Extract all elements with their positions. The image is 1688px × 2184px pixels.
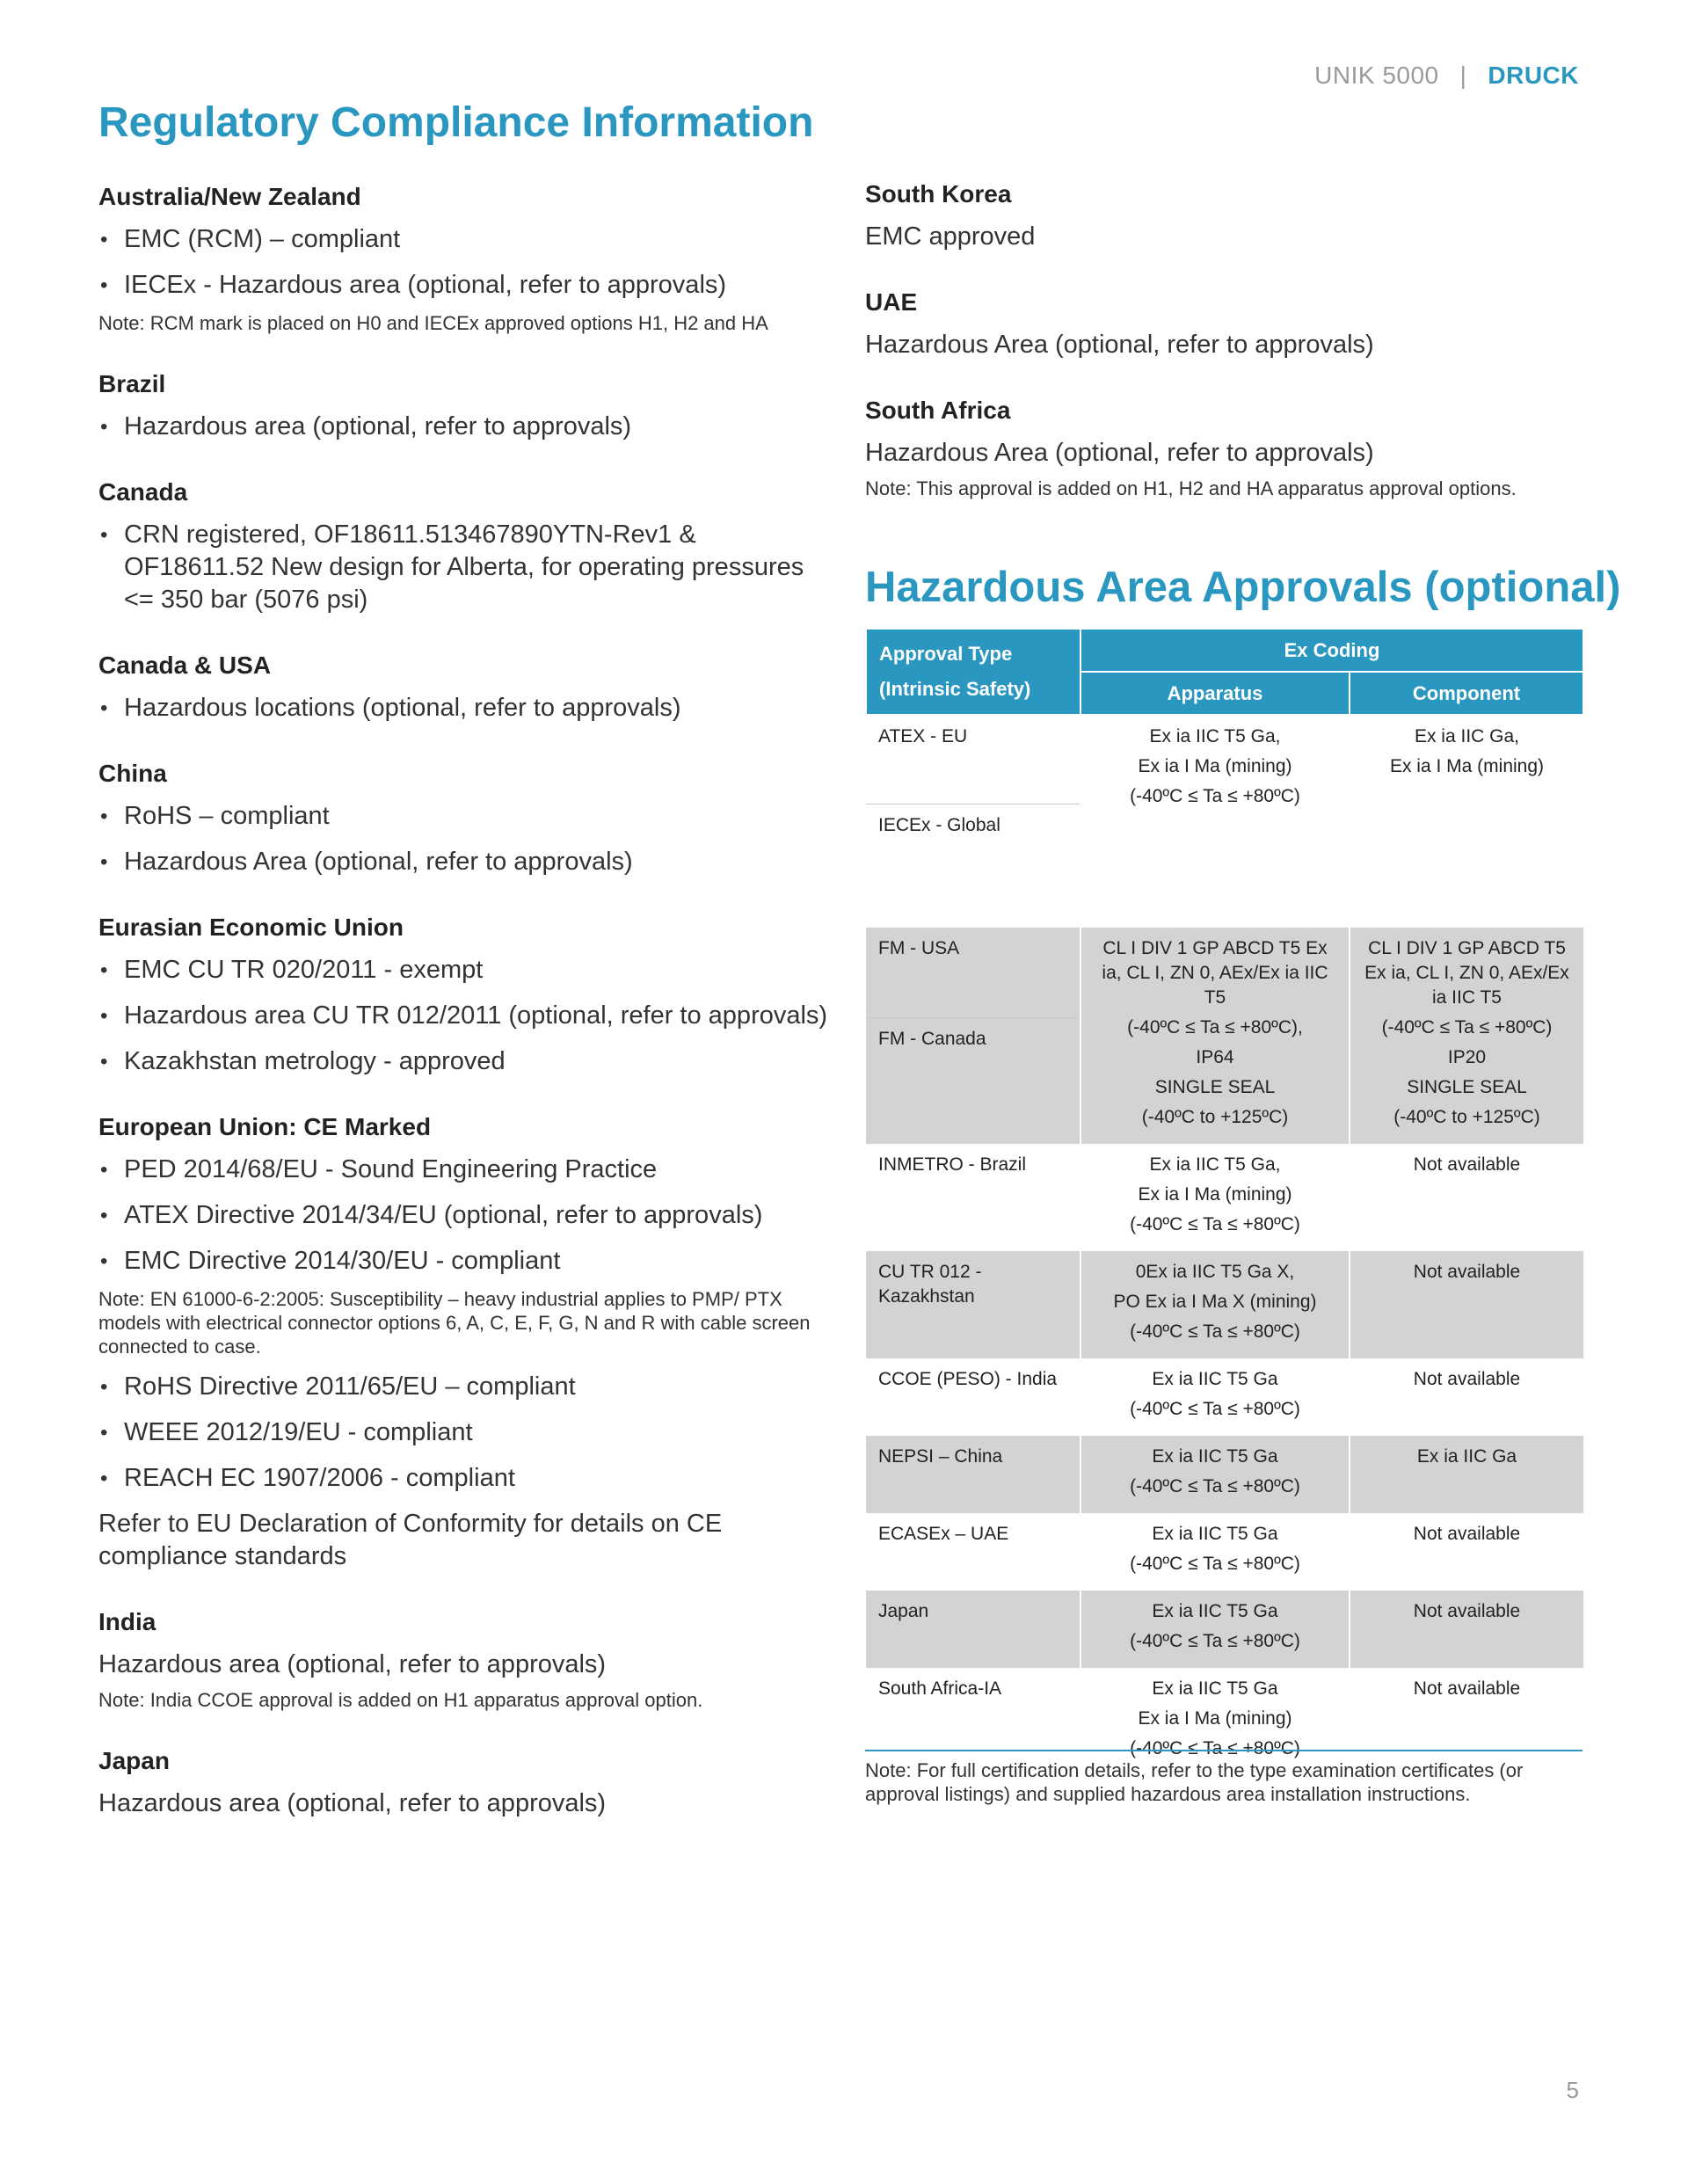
- approvals-table: [865, 628, 1584, 1775]
- apparatus-line: PO Ex ia I Ma X (mining): [1113, 1292, 1317, 1312]
- compliance-section: [98, 478, 828, 616]
- table-row: [866, 1251, 1583, 1358]
- approval-type-cell: CCOE (PESO) - India: [878, 1369, 1058, 1389]
- component-line: Not available: [1413, 1154, 1521, 1175]
- component-line: Not available: [1413, 1262, 1521, 1282]
- apparatus-cell: [1080, 1358, 1350, 1436]
- section-heading: India: [98, 1608, 156, 1635]
- bullet-item: • IECEx - Hazardous area (optional, refer to approvals): [98, 269, 828, 302]
- section-heading: Japan: [98, 1747, 170, 1774]
- approval-type-cell: Japan: [866, 1591, 1080, 1668]
- compliance-section: [98, 183, 828, 335]
- apparatus-cell: [1080, 1513, 1350, 1591]
- left-column: [98, 183, 828, 1855]
- component-line: Not available: [1413, 1678, 1521, 1699]
- approval-type-cell: CU TR 012 - Kazakhstan: [866, 1251, 1080, 1358]
- compliance-section: [865, 288, 1586, 361]
- apparatus-line: Ex ia IIC T5 Ga: [1152, 1369, 1278, 1389]
- component-line: SINGLE SEAL: [1407, 1077, 1527, 1097]
- page-header: [1314, 62, 1579, 90]
- bullet-item: • REACH EC 1907/2006 - compliant: [98, 1462, 828, 1495]
- header-apparatus: Apparatus: [1080, 672, 1350, 715]
- approval-type-cell: ATEX - EU: [866, 715, 1080, 804]
- section-heading: Brazil: [98, 370, 166, 397]
- table-note: Note: For full certification details, refer to the type examination certificates (or approval listings) and supplied hazardous area installation instructions.: [865, 1750, 1582, 1806]
- section-text: Hazardous Area (optional, refer to approvals): [865, 331, 1374, 359]
- page-title: Regulatory Compliance Information: [98, 99, 814, 146]
- component-line: Not available: [1413, 1524, 1521, 1544]
- section-text: Hazardous Area (optional, refer to approvals): [865, 439, 1374, 467]
- bullet-list: [98, 411, 828, 443]
- apparatus-line: (-40ºC ≤ Ta ≤ +80ºC),: [1127, 1017, 1303, 1037]
- component-cell: [1350, 1358, 1583, 1436]
- component-cell: [1350, 1251, 1583, 1358]
- section-note: Note: RCM mark is placed on H0 and IECEx approved options H1, H2 and HA: [98, 312, 768, 334]
- component-line: Ex ia IIC Ga,: [1414, 726, 1520, 746]
- apparatus-line: Ex ia IIC T5 Ga: [1152, 1524, 1278, 1544]
- bullet-list: [98, 800, 828, 878]
- table-row: [866, 715, 1583, 804]
- apparatus-line: Ex ia IIC T5 Ga: [1152, 1446, 1278, 1467]
- component-cell: [1350, 1591, 1583, 1668]
- table-row: [866, 928, 1583, 1018]
- apparatus-cell: [1080, 1144, 1350, 1251]
- section-text: Hazardous area (optional, refer to approvals): [98, 1650, 607, 1678]
- section-heading: UAE: [865, 288, 918, 316]
- section-heading: China: [98, 760, 167, 787]
- section-heading: Canada & USA: [98, 652, 272, 679]
- compliance-section: [98, 1113, 828, 1573]
- page-number: 5: [1566, 2077, 1579, 2103]
- apparatus-line: (-40ºC ≤ Ta ≤ +80ºC): [1130, 1631, 1300, 1651]
- bullet-list: [98, 223, 828, 302]
- header-ex-coding: Ex Coding: [1080, 629, 1583, 672]
- table-row: [866, 1144, 1583, 1251]
- bullet-item: • EMC Directive 2014/30/EU - compliant: [98, 1245, 828, 1278]
- component-cell: [1350, 1436, 1583, 1513]
- bullet-item: • Hazardous area CU TR 012/2011 (optional, refer to approvals): [98, 1000, 828, 1032]
- compliance-section: [98, 760, 828, 878]
- apparatus-line: 0Ex ia IIC T5 Ga X,: [1135, 1262, 1295, 1282]
- apparatus-line: (-40ºC ≤ Ta ≤ +80ºC): [1130, 1214, 1300, 1234]
- header-separator: |: [1459, 62, 1467, 89]
- apparatus-line: Ex ia IIC T5 Ga: [1152, 1601, 1278, 1621]
- apparatus-line: (-40ºC ≤ Ta ≤ +80ºC): [1130, 1554, 1300, 1574]
- component-cell: [1350, 715, 1583, 928]
- bullet-item: • EMC (RCM) – compliant: [98, 223, 828, 256]
- approval-type-cell: FM - Canada: [866, 1018, 1080, 1144]
- hazardous-approvals-title: Hazardous Area Approvals (optional): [865, 564, 1621, 611]
- section-note: Note: This approval is added on H1, H2 and HA apparatus approval options.: [865, 477, 1517, 499]
- table-row: [866, 1358, 1583, 1436]
- section-text: EMC approved: [865, 222, 1036, 251]
- section-text: Hazardous area (optional, refer to approvals): [98, 1789, 607, 1817]
- apparatus-line: Ex ia IIC T5 Ga: [1152, 1678, 1278, 1699]
- bullet-list: [98, 1371, 828, 1495]
- section-heading: South Korea: [865, 180, 1012, 207]
- apparatus-cell: [1080, 1251, 1350, 1358]
- apparatus-line: CL I DIV 1 GP ABCD T5 Ex ia, CL I, ZN 0, AEx/Ex ia IIC T5: [1102, 938, 1328, 1008]
- section-heading: Australia/New Zealand: [98, 183, 361, 210]
- bullet-list: [98, 692, 828, 724]
- bullet-item: • Hazardous area (optional, refer to approvals): [98, 411, 828, 443]
- bullet-item: • Hazardous locations (optional, refer to approvals): [98, 692, 828, 724]
- section-heading: Eurasian Economic Union: [98, 914, 404, 941]
- apparatus-cell: [1080, 928, 1350, 1144]
- component-line: (-40ºC ≤ Ta ≤ +80ºC): [1381, 1017, 1553, 1037]
- apparatus-cell: [1080, 715, 1350, 928]
- approval-type-cell: FM - USA: [866, 928, 1080, 1018]
- component-line: Not available: [1413, 1369, 1521, 1389]
- section-note: Note: India CCOE approval is added on H1 apparatus approval option.: [98, 1689, 703, 1711]
- apparatus-line: Ex ia IIC T5 Ga,: [1149, 726, 1281, 746]
- compliance-section: [865, 397, 1586, 500]
- header-intrinsic-label: (Intrinsic Safety): [879, 678, 1031, 700]
- compliance-section: [98, 1608, 828, 1712]
- apparatus-cell: [1080, 1591, 1350, 1668]
- approvals-table-body: [866, 715, 1583, 1775]
- apparatus-line: Ex ia I Ma (mining): [1138, 1708, 1292, 1729]
- compliance-section: [98, 914, 828, 1078]
- approval-type-cell: NEPSI – China: [866, 1436, 1080, 1513]
- header-approval-type-label: Approval Type: [879, 643, 1013, 665]
- compliance-section: [98, 370, 828, 443]
- bullet-list: [98, 519, 828, 616]
- apparatus-line: Ex ia I Ma (mining): [1138, 1184, 1292, 1205]
- bullet-item: • ATEX Directive 2014/34/EU (optional, refer to approvals): [98, 1199, 828, 1232]
- bullet-list: [98, 1154, 828, 1278]
- component-cell: [1350, 1513, 1583, 1591]
- compliance-section: [98, 652, 828, 724]
- apparatus-line: (-40ºC to +125ºC): [1141, 1107, 1289, 1127]
- component-line: CL I DIV 1 GP ABCD T5 Ex ia, CL I, ZN 0, AEx/Ex ia IIC T5: [1364, 938, 1569, 1008]
- component-line: (-40ºC to +125ºC): [1393, 1107, 1540, 1127]
- compliance-section: [865, 180, 1586, 253]
- component-line: Ex ia I Ma (mining): [1389, 756, 1545, 776]
- product-name: UNIK 5000: [1314, 62, 1439, 89]
- table-row: [866, 1513, 1583, 1591]
- approval-type-cell: INMETRO - Brazil: [878, 1154, 1026, 1175]
- table-row: [866, 1591, 1583, 1668]
- component-cell: [1350, 928, 1583, 1144]
- section-note: Note: EN 61000-6-2:2005: Susceptibility – heavy industrial applies to PMP/ PTX models with electrical connector options 6, A, C, E, F, G, N and R with cable screen connected to case.: [98, 1288, 811, 1358]
- compliance-section: [98, 1747, 828, 1820]
- apparatus-line: IP64: [1196, 1047, 1234, 1067]
- bullet-item: • CRN registered, OF18611.513467890YTN-Rev1 & OF18611.52 New design for Alberta, for operating pressures <= 350 bar (5076 psi): [98, 519, 828, 616]
- bullet-item: • EMC CU TR 020/2011 - exempt: [98, 954, 828, 986]
- component-line: IP20: [1447, 1047, 1487, 1067]
- bullet-list: [98, 954, 828, 1078]
- apparatus-line: (-40ºC ≤ Ta ≤ +80ºC): [1130, 786, 1300, 806]
- section-text: Refer to EU Declaration of Conformity for details on CE compliance standards: [98, 1510, 723, 1570]
- apparatus-line: (-40ºC ≤ Ta ≤ +80ºC): [1130, 1399, 1300, 1419]
- apparatus-line: Ex ia I Ma (mining): [1138, 756, 1292, 776]
- apparatus-line: Ex ia IIC T5 Ga,: [1149, 1154, 1281, 1175]
- component-line: Ex ia IIC Ga: [1416, 1446, 1517, 1467]
- bullet-item: • WEEE 2012/19/EU - compliant: [98, 1416, 828, 1449]
- bullet-item: • PED 2014/68/EU - Sound Engineering Practice: [98, 1154, 828, 1186]
- brand-name: DRUCK: [1488, 62, 1579, 89]
- approval-type-cell: IECEx - Global: [878, 815, 1000, 835]
- approval-type-cell: South Africa-IA: [878, 1678, 1002, 1699]
- approval-type-cell: ECASEx – UAE: [878, 1524, 1009, 1544]
- apparatus-line: (-40ºC ≤ Ta ≤ +80ºC): [1130, 1321, 1300, 1342]
- header-component: Component: [1350, 672, 1583, 715]
- section-heading: European Union: CE Marked: [98, 1113, 432, 1140]
- bullet-item: • RoHS – compliant: [98, 800, 828, 833]
- section-heading: South Africa: [865, 397, 1011, 424]
- apparatus-cell: [1080, 1436, 1350, 1513]
- apparatus-line: (-40ºC ≤ Ta ≤ +80ºC): [1130, 1738, 1300, 1758]
- bullet-item: • Hazardous Area (optional, refer to approvals): [98, 846, 828, 878]
- bullet-item: • RoHS Directive 2011/65/EU – compliant: [98, 1371, 828, 1403]
- component-cell: [1350, 1144, 1583, 1251]
- right-column: [865, 180, 1586, 535]
- bullet-item: • Kazakhstan metrology - approved: [98, 1045, 828, 1078]
- approvals-table-wrapper: [865, 628, 1582, 1775]
- apparatus-line: (-40ºC ≤ Ta ≤ +80ºC): [1130, 1476, 1300, 1496]
- apparatus-line: SINGLE SEAL: [1154, 1077, 1276, 1097]
- section-heading: Canada: [98, 478, 188, 506]
- component-line: Not available: [1413, 1601, 1521, 1621]
- header-approval-type: [866, 629, 1080, 715]
- table-row: [866, 1436, 1583, 1513]
